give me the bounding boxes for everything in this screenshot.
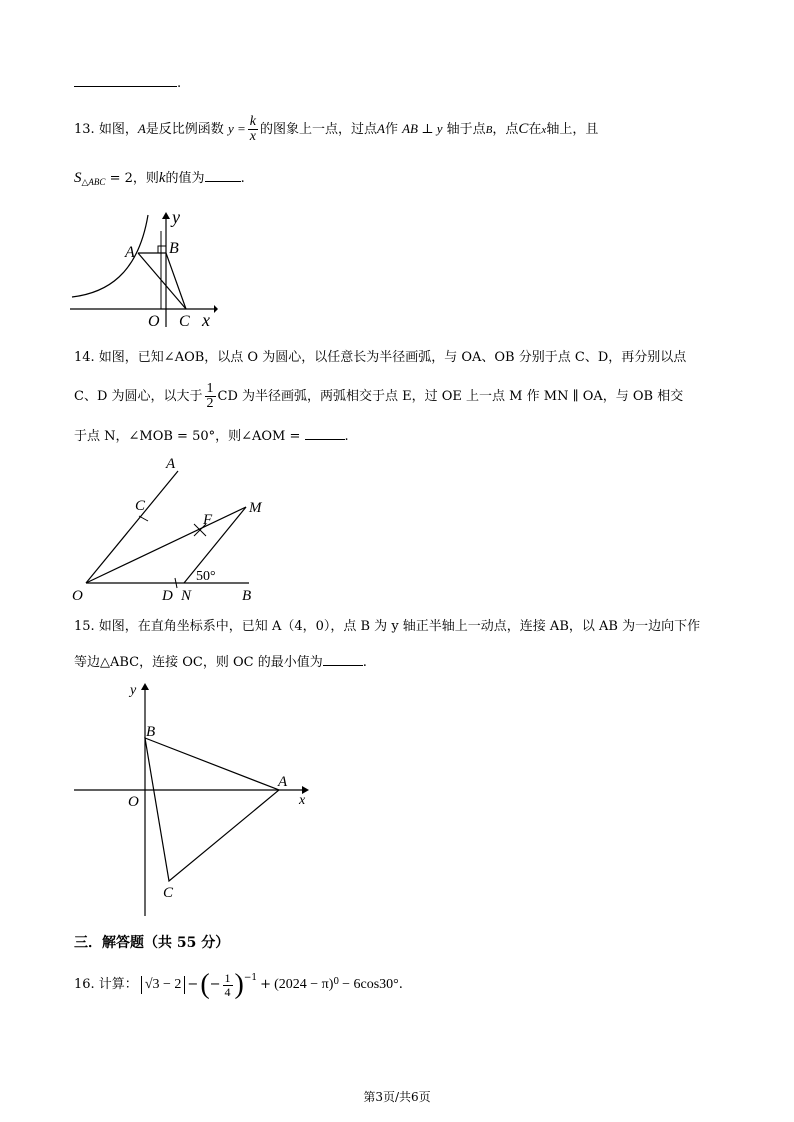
punct: .	[398, 977, 403, 992]
question-15-line2	[74, 651, 367, 672]
frac-den: x	[249, 129, 256, 144]
punct: .	[344, 429, 349, 444]
var-c: C	[518, 121, 529, 137]
right-angle-mark	[158, 246, 166, 253]
answer-blank	[323, 651, 363, 666]
frac-den: 4	[224, 984, 231, 999]
question-13-line1	[74, 115, 598, 144]
text: ，则	[132, 171, 159, 186]
operator: −	[187, 977, 199, 992]
frac-num: k	[249, 114, 256, 129]
x-axis-arrow	[214, 305, 218, 313]
label-a: A	[166, 456, 176, 472]
question-label: 16. 计算：	[74, 977, 138, 992]
section-title: 三．解答题（共 55 分）	[74, 935, 230, 951]
frac-num: 1	[206, 381, 214, 396]
punct: .	[177, 76, 182, 91]
label-b: B	[146, 724, 156, 740]
var-k: k	[158, 170, 166, 186]
q14-figure	[66, 450, 286, 605]
q13-figure	[66, 205, 226, 330]
label-n: N	[181, 588, 192, 604]
text: 轴上，且	[546, 122, 599, 137]
negative-sign: −	[209, 977, 221, 992]
q15-figure	[66, 678, 326, 918]
y-equals: y =	[227, 121, 246, 136]
label-o: O	[148, 313, 160, 330]
fraction-k-x	[248, 115, 258, 144]
page-number: 第3页/共6页	[363, 1090, 431, 1104]
area-eq: = 2	[109, 171, 133, 186]
text: 的图象上一点，过点	[259, 122, 377, 137]
operator: +	[260, 977, 272, 992]
text: 等边△ABC，连接 OC，则 OC 的最小值为	[74, 655, 323, 670]
exponent: 0	[333, 977, 340, 987]
y-axis-arrow	[141, 683, 149, 690]
question-16	[74, 967, 403, 1003]
frac-den: 2	[206, 396, 214, 411]
question-14-line2	[74, 382, 683, 411]
text: 作	[384, 122, 398, 137]
triangle-abc	[145, 738, 279, 881]
label-o: O	[72, 588, 83, 604]
punct: .	[240, 171, 245, 186]
var-a: A	[376, 121, 385, 136]
fraction-quarter	[223, 972, 233, 999]
hyperbola-curve	[72, 215, 148, 297]
label-x: x	[299, 793, 306, 808]
text: CD 为半径画弧，两弧相交于点 E，过 OE 上一点 M 作 MN ∥ OA，与 OB 相交	[217, 389, 684, 404]
paren-expr: (2024 − π)	[274, 977, 334, 992]
answer-blank-q12	[74, 72, 181, 93]
abs-value: √3 − 2	[141, 976, 186, 994]
question-15-line1: 15. 如图，在直角坐标系中，已知 A（4，0），点 B 为 y 轴正半轴上一动点，连接 AB，以 AB 为一边向下作	[74, 619, 701, 634]
label-a: A	[278, 774, 288, 790]
answer-blank	[205, 167, 241, 182]
paren-open: (	[200, 969, 210, 1000]
var-a: A	[137, 121, 146, 136]
segment-om	[86, 507, 246, 583]
paren-close: )	[234, 969, 244, 1000]
fraction-half	[205, 382, 216, 411]
frac-num: 1	[224, 970, 231, 985]
label-d: D	[162, 588, 173, 604]
label-c: C	[135, 498, 146, 514]
exponent: −1	[243, 973, 258, 983]
text: 的值为	[165, 171, 205, 186]
question-number: 13.	[74, 122, 95, 137]
question-14-line3	[74, 425, 349, 446]
label-o: O	[128, 794, 139, 810]
label-x: x	[202, 310, 210, 330]
text: 于点 N，∠MOB = 50°，则∠AOM =	[74, 429, 301, 444]
area-s: S	[74, 170, 82, 186]
label-f: F	[203, 512, 213, 528]
label-b: B	[169, 240, 179, 257]
var-x: x	[541, 124, 547, 136]
question-13-line2	[74, 167, 245, 191]
arc-mark-c	[139, 516, 148, 521]
label-y: y	[130, 683, 137, 698]
segment-ac	[138, 253, 186, 309]
label-y: y	[172, 207, 180, 227]
ray-oa	[86, 471, 178, 583]
y-axis-arrow	[162, 212, 170, 219]
text: 在	[528, 122, 542, 137]
expr-tail: − 6cos30°	[342, 977, 399, 992]
label-m: M	[249, 500, 262, 516]
label-b: B	[242, 588, 252, 604]
label-angle: 50°	[196, 569, 216, 584]
answer-blank	[305, 425, 345, 440]
label-c: C	[163, 885, 174, 901]
var-b: B	[485, 124, 493, 136]
segment-bc	[166, 253, 186, 309]
ab-perp-y: AB ⊥ y	[402, 121, 443, 136]
text: C、D 为圆心，以大于	[74, 389, 203, 404]
text: 如图，	[98, 122, 138, 137]
text: 是反比例函数	[145, 122, 224, 137]
label-a: A	[125, 244, 135, 261]
text: ，点	[492, 122, 519, 137]
question-14-line1: 14. 如图，已知∠AOB，以点 O 为圆心，以任意长为半径画弧，与 OA、OB 分别于点 C、D，再分别以点	[74, 350, 687, 365]
area-subscript: △ABC	[81, 177, 106, 187]
label-c: C	[179, 313, 190, 330]
punct: .	[362, 655, 367, 670]
text: 轴于点	[446, 122, 486, 137]
